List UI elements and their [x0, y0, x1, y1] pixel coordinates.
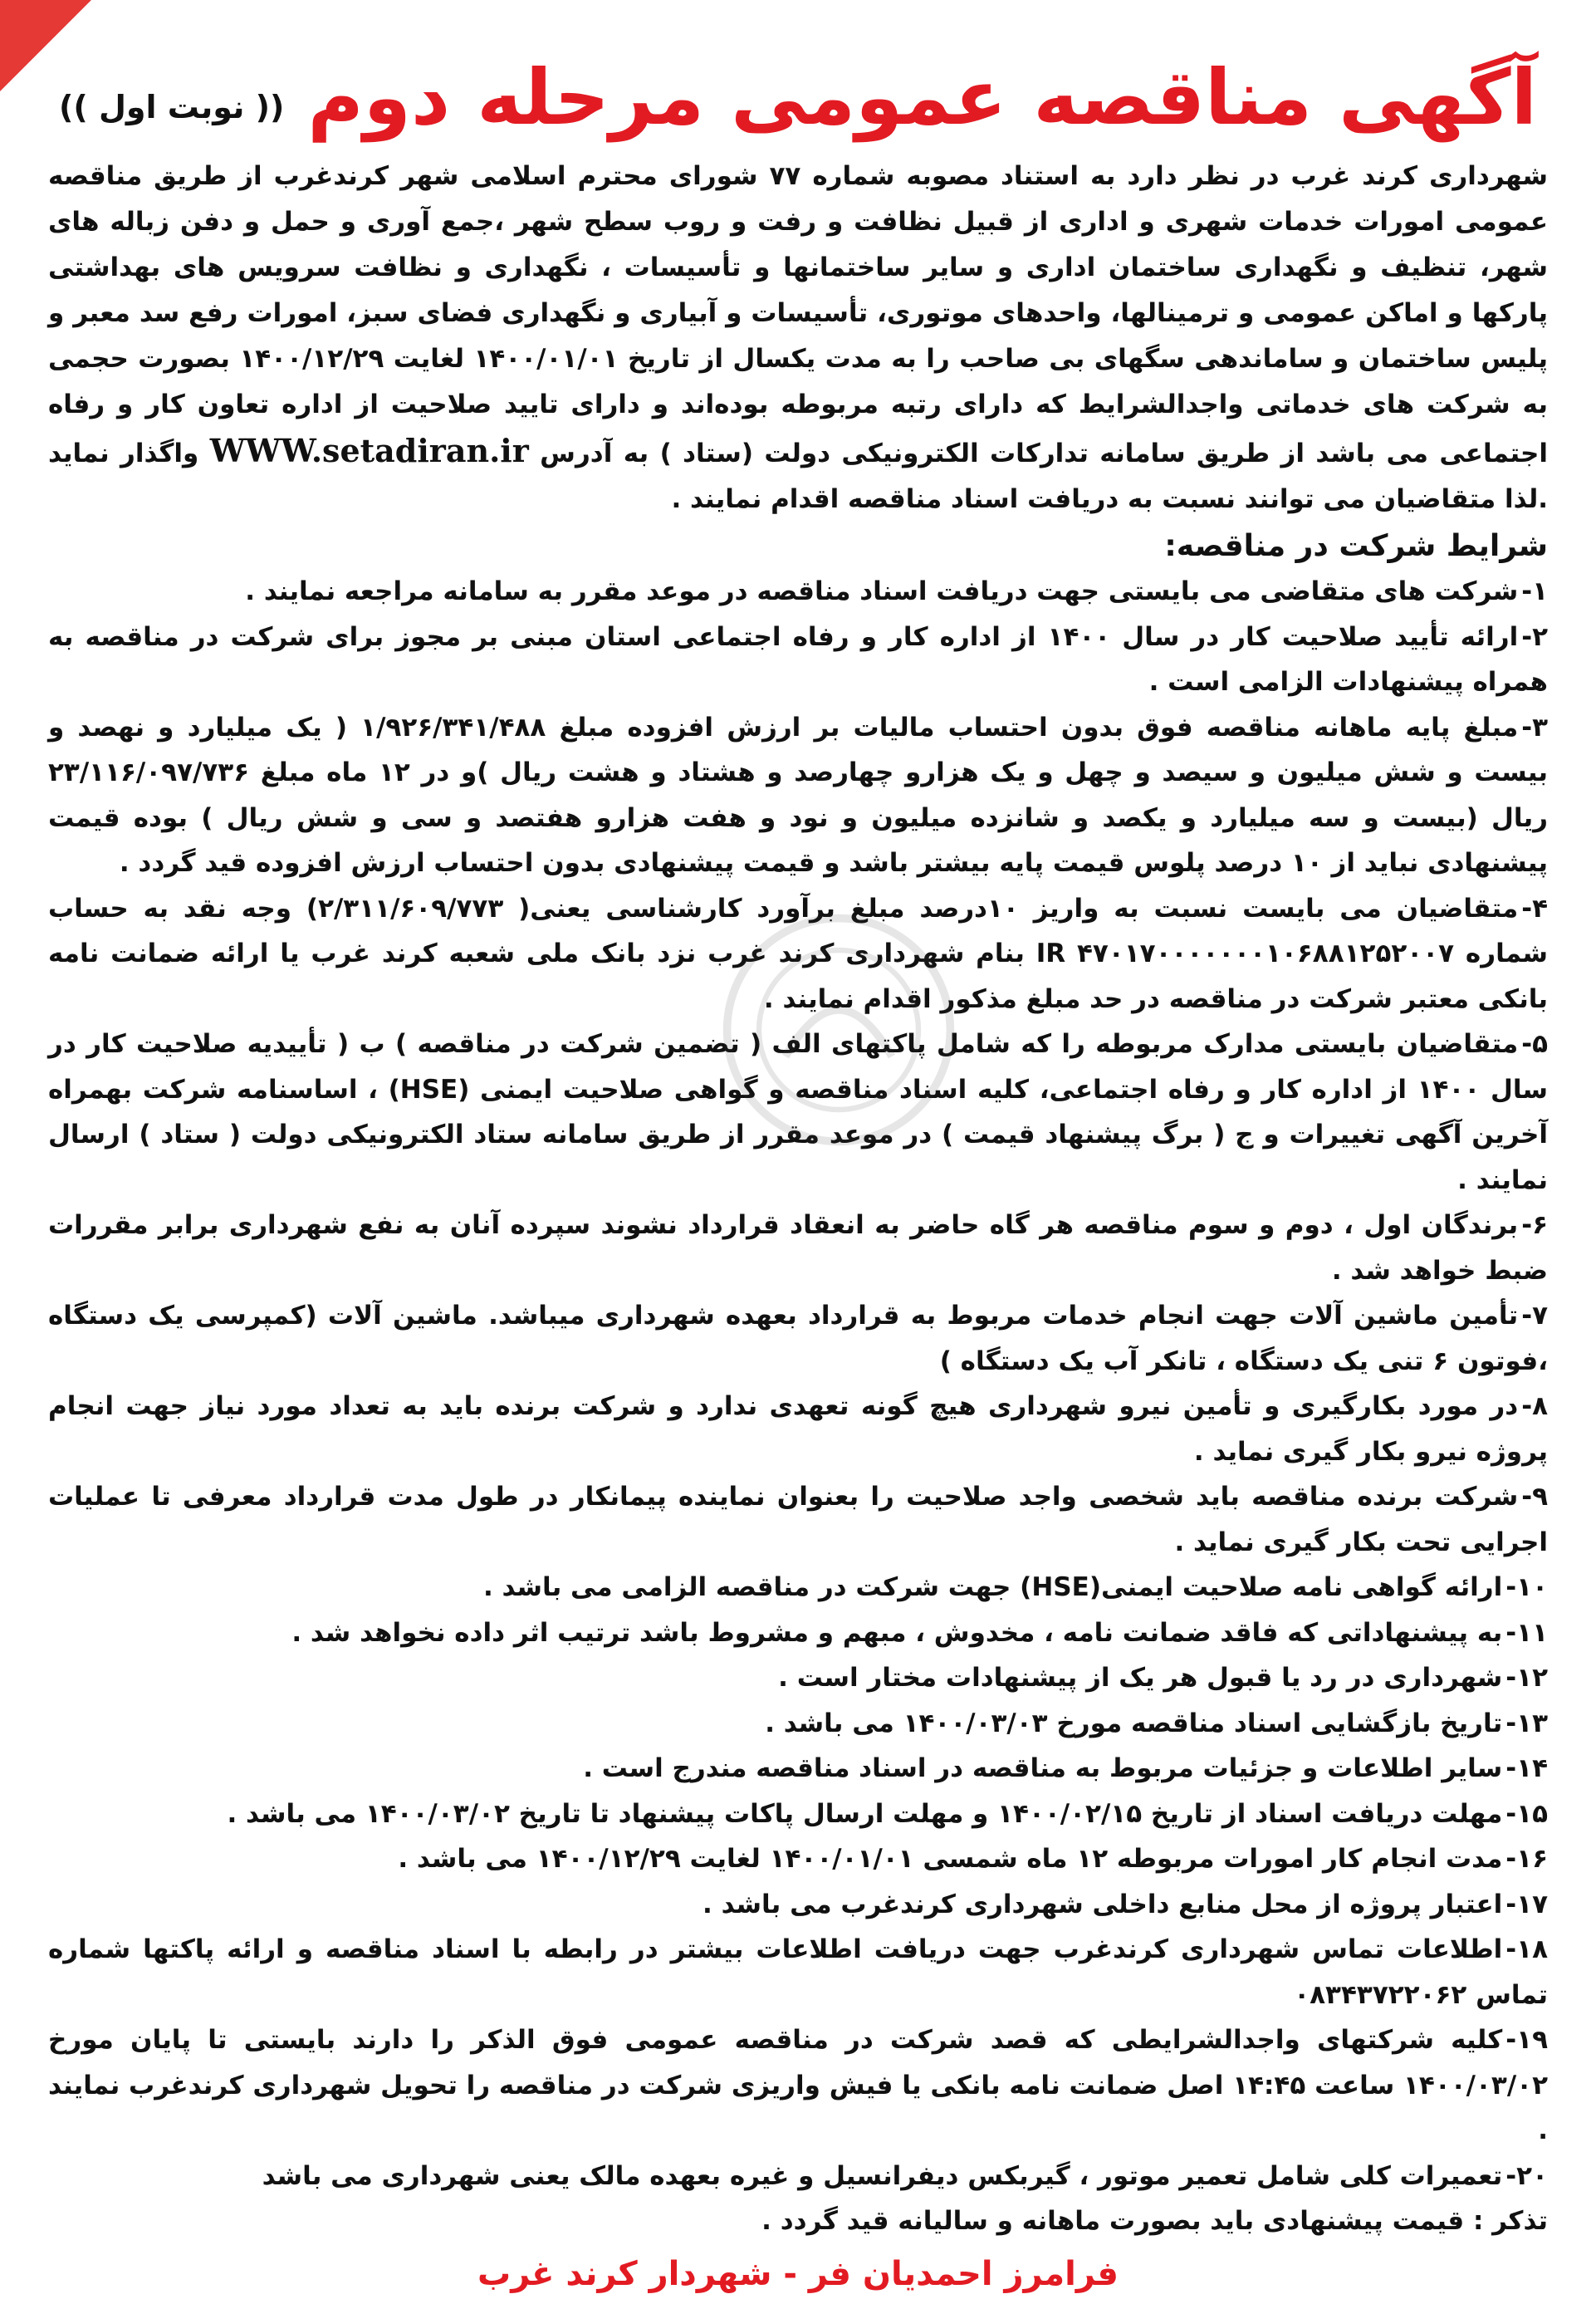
- footnote: تذکر : قیمت پیشنهادی باید بصورت ماهانه و سالیانه قید گردد .: [761, 2206, 1548, 2236]
- condition-item: ۶-برندگان اول ، دوم و سوم مناقصه هر گاه حاضر به انعقاد قرارداد نشوند سپرده آنان به نفع شهرداری برابر مقررات ضبط خواهد شد .: [48, 1210, 1548, 1286]
- condition-item: ۱۷-اعتبار پروژه از محل منابع داخلی شهرداری کرندغرب می باشد .: [703, 1889, 1548, 1919]
- notice-title: آگهی مناقصه عمومی مرحله دوم: [307, 53, 1537, 142]
- condition-item: ۱۴-سایر اطلاعات و جزئیات مربوط به مناقصه در اسناد مناقصه مندرج است .: [583, 1753, 1548, 1783]
- conditions-heading: شرایط شرکت در مناقصه:: [1164, 529, 1548, 563]
- notice-round: (( نوبت اول )): [59, 89, 285, 125]
- signature: فرامرز احمدیان فر - شهردار کرند غرب: [477, 2254, 1119, 2293]
- header: [48, 33, 1548, 145]
- condition-item: ۲۰-تعمیرات کلی شامل تعمیر موتور ، گیربکس دیفرانسیل و غیره بعهده مالک یعنی شهرداری می باشد: [262, 2160, 1548, 2191]
- intro-paragraph: [48, 154, 1548, 522]
- condition-item: ۳-مبلغ پایه ماهانه مناقصه فوق بدون احتساب مالیات بر ارزش افزوده مبلغ ۱/۹۲۶/۳۴۱/۴۸۸ ( یک میلیارد و نهصد و بیست و شش میلیون و سیصد و چهل و یک هزارو چهارصد و هشتاد و هشت ریال )و در ۱۲ ماه مبلغ ۲۳/۱۱۶/۰۹۷/۷۳۶ ریال (بیست و سه میلیارد و یکصد و شانزده میلیون و نود و هفت هزارو هفتصد و سی و شش ریال ) بوده قیمت پیشنهادی نباید از ۱۰ درصد پلوس قیمت پایه بیشتر باشد و قیمت پیشنهادی بدون احتساب ارزش افزوده قید گردد .: [48, 712, 1549, 878]
- condition-item: ۵-متقاضیان بایستی مدارک مربوطه را که شامل پاکتهای الف ( تضمین شرکت در مناقصه ) ب ( تأییدیه صلاحیت کار در سال ۱۴۰۰ از اداره کار و رفاه اجتماعی، کلیه اسناد مناقصه و گواهی صلاحیت ایمنی (HSE) ، اساسنامه شرکت بهمراه آخرین آگهی تغییرات و ج ( برگ پیشنهاد قیمت ) در موعد مقرر از طریق سامانه ستاد الکترونیکی دولت ( ستاد ) ارسال نمایند .: [48, 1029, 1548, 1195]
- intro-text: شهرداری کرند غرب در نظر دارد به استناد مصوبه شماره ۷۷ شورای محترم اسلامی شهر کرندغرب از طریق مناقصه عمومی امورات خدمات شهری و اداری از قبیل نظافت و رفت و روب سطح شهر ،جمع آوری و حمل و دفن زباله های شهر، تنظیف و نگهداری ساختمان اداری و سایر ساختمانها و تأسیسات ، نگهداری و نظافت سرویس های بهداشتی پارکها و اماکن عمومی و ترمینالها، واحدهای موتوری، تأسیسات و آبیاری و نگهداری فضای سبز، امورات رفع سد معبر و پلیس ساختمان و ساماندهی سگهای بی صاحب را به مدت یکسال از تاریخ ۱۴۰۰/۰۱/۰۱ لغایت ۱۴۰۰/۱۲/۲۹ بصورت حجمی به شرکت های خدماتی واجدالشرایط که دارای رتبه مربوطه بوده‌اند و دارای تایید صلاحیت از اداره تعاون کار و رفاه اجتماعی می باشد از طریق سامانه تدارکات الکترونیکی دولت (ستاد ) به آدرس: [48, 161, 1549, 468]
- condition-item: ۱۰-ارائه گواهی نامه صلاحیت ایمنی(HSE) جهت شرکت در مناقصه الزامی می باشد .: [482, 1572, 1548, 1602]
- condition-item: ۱۶-مدت انجام کار امورات مربوطه ۱۲ ماه شمسی ۱۴۰۰/۰۱/۰۱ لغایت ۱۴۰۰/۱۲/۲۹ می باشد .: [398, 1844, 1548, 1874]
- condition-item: ۱۹-کلیه شرکتهای واجدالشرایطی که قصد شرکت در مناقصه عمومی فوق الذکر را دارند بایستی تا پایان مورخ ۱۴۰۰/۰۳/۰۲ ساعت ۱۴:۴۵ اصل ضمانت نامه بانکی یا فیش واریزی شرکت در مناقصه را تحویل شهرداری کرندغرب نمایند .: [48, 2025, 1549, 2145]
- condition-item: ۱۲-شهرداری در رد یا قبول هر یک از پیشنهادات مختار است .: [778, 1663, 1548, 1693]
- condition-item: ۱۳-تاریخ بازگشایی اسناد مناقصه مورخ ۱۴۰۰/۰۳/۰۳ می باشد .: [765, 1708, 1548, 1738]
- condition-item: ۱-شرکت های متقاضی می بایستی جهت دریافت اسناد مناقصه در موعد مقرر به سامانه مراجعه نمایند .: [245, 576, 1548, 606]
- corner-mark: [0, 0, 91, 91]
- condition-item: ۲-ارائه تأیید صلاحیت کار در سال ۱۴۰۰ از اداره کار و رفاه اجتماعی استان مبنی بر مجوز برای شرکت در مناقصه به همراه پیشنهادات الزامی است .: [48, 621, 1548, 697]
- intro-text-end: واگذار نماید .لذا متقاضیان می توانند نسبت به دریافت اسناد مناقصه اقدام نمایند .: [48, 439, 1548, 514]
- website-link[interactable]: WWW.setadiran.ir: [209, 432, 529, 469]
- condition-item: ۱۵-مهلت دریافت اسناد از تاریخ ۱۴۰۰/۰۲/۱۵ و مهلت ارسال پاکات پیشنهاد تا تاریخ ۱۴۰۰/۰۳/۰۲ می باشد .: [227, 1798, 1548, 1829]
- condition-item: ۹-شرکت برنده مناقصه باید شخصی واجد صلاحیت را بعنوان نماینده پیمانکار در طول مدت قرارداد معرفی تا عملیات اجرایی تحت بکار گیری نماید .: [48, 1482, 1548, 1557]
- condition-item: ۱۱-به پیشنهاداتی که فاقد ضمانت نامه ، مخدوش ، مبهم و مشروط باشد ترتیب اثر داده نخواهد شد .: [291, 1617, 1548, 1648]
- conditions-list: [48, 569, 1548, 2199]
- condition-item: ۸-در مورد بکارگیری و تأمین نیرو شهرداری هیچ گونه تعهدی ندارد و شرکت برنده باید به تعداد مورد نیاز جهت انجام پروژه نیرو بکار گیری نماید .: [48, 1391, 1548, 1467]
- condition-item: ۷-تأمین ماشین آلات جهت انجام خدمات مربوط به قرارداد بعهده شهرداری میباشد. ماشین آلات (کمپرسی یک دستگاه ،فوتون ۶ تنی یک دستگاه ، تانکر آب یک دستگاه ): [48, 1301, 1548, 1376]
- condition-item: ۴-متقاضیان می بایست نسبت به واریز ۱۰درصد مبلغ برآورد کارشناسی یعنی( ۲/۳۱۱/۶۰۹/۷۷۳) وجه نقد به حساب شماره IR ۴۷۰۱۷۰۰۰۰۰۰۰۱۰۶۸۸۱۲۵۲۰۰۷ بنام شهرداری کرند غرب نزد بانک ملی شعبه کرند غرب یا ارائه ضمانت نامه بانکی معتبر شرکت در مناقصه در حد مبلغ مذکور اقدام نمایند .: [48, 893, 1548, 1014]
- condition-item: ۱۸-اطلاعات تماس شهرداری کرندغرب جهت دریافت اطلاعات بیشتر در رابطه با اسناد مناقصه و ارائه پاکتها شماره تماس ۰۸۳۴۳۷۲۲۰۶۲: [48, 1934, 1548, 2010]
